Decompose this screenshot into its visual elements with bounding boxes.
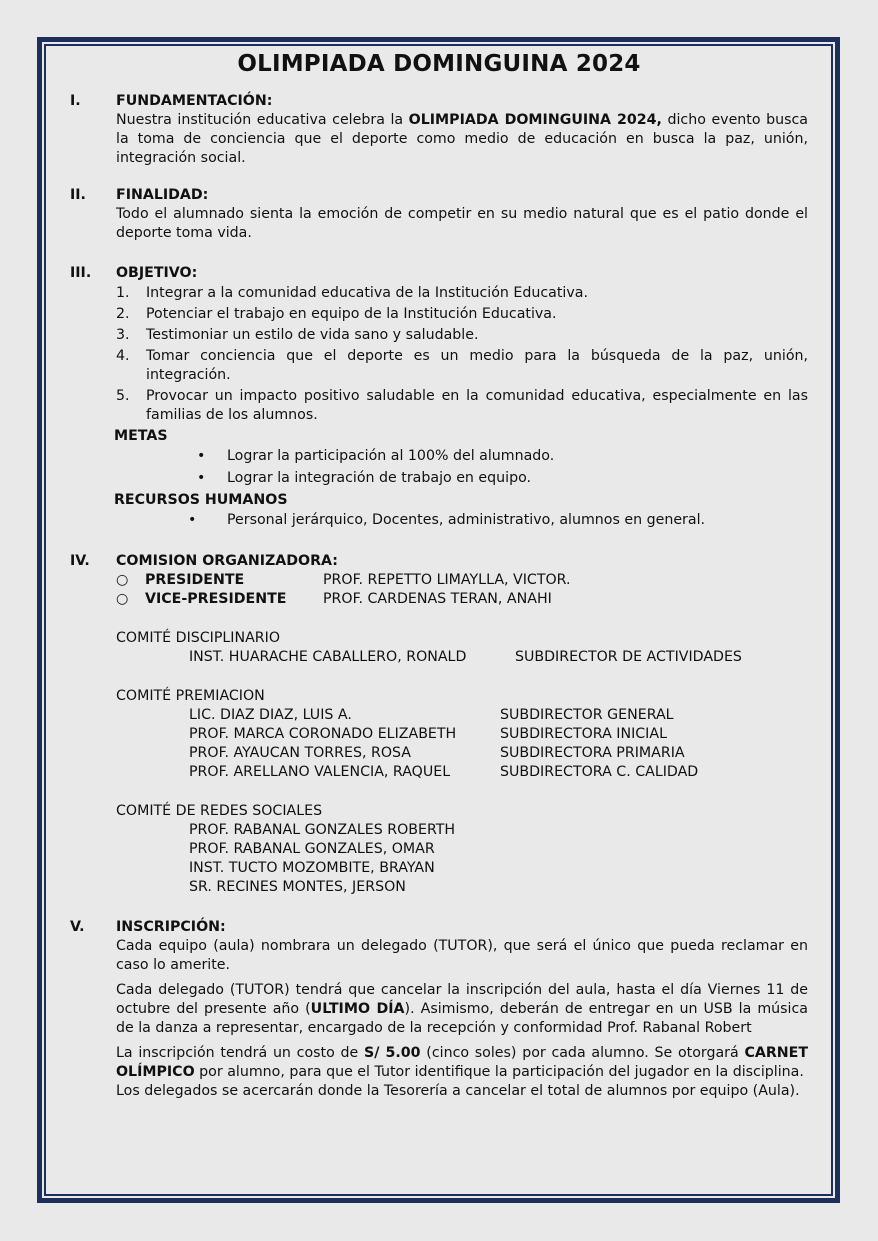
section-text: Nuestra institución educativa celebra la OLIMPIADA DOMINGUINA 2024, dicho evento busca la toma de conciencia que el deporte como medio de educación en busca la paz, unión, integración social. — [116, 112, 808, 166]
list-item: • Personal jerárquico, Docentes, administrativo, alumnos en general. — [188, 512, 706, 528]
member-row: INST. HUARACHE CABALLERO, RONALD SUBDIRECTOR DE ACTIVIDADES — [189, 649, 742, 665]
list-item: 1. Integrar a la comunidad educativa de la Institución Educativa. — [116, 285, 588, 301]
recursos-list — [116, 511, 808, 530]
metas-list — [116, 447, 808, 488]
list-item: 5. Provocar un impacto positivo saludable en la comunidad educativa, especialmente en las familias de los alumnos. — [116, 388, 808, 423]
section-title: INSCRIPCIÓN: — [116, 919, 226, 935]
section-title: COMISION ORGANIZADORA: — [116, 553, 338, 569]
member-row: PROF. MARCA CORONADO ELIZABETH SUBDIRECTORA INICIAL — [189, 726, 667, 742]
member-row: SR. RECINES MONTES, JERSON — [189, 879, 406, 895]
comite-disciplinario-title: COMITÉ DISCIPLINARIO — [116, 630, 281, 646]
member-row: LIC. DIAZ DIAZ, LUIS A. SUBDIRECTOR GENERAL — [189, 707, 674, 723]
section-number: I. — [70, 93, 81, 109]
paragraph: La inscripción tendrá un costo de S/ 5.00 (cinco soles) por cada alumno. Se otorgará CARNET OLÍMPICO por alumno, para que el Tutor identifique la participación del jugador en la disciplina. — [116, 1045, 808, 1080]
bullet-icon: • — [188, 512, 197, 528]
circle-bullet-icon: ○ — [116, 591, 129, 607]
paragraph: Cada equipo (aula) nombrara un delegado (TUTOR), que será el único que pueda reclamar en caso lo amerite. — [116, 938, 808, 973]
section-title: FINALIDAD: — [116, 187, 209, 203]
section-number: II. — [70, 187, 86, 203]
document-title: OLIMPIADA DOMINGUINA 2024 — [237, 51, 641, 77]
list-item: 4. Tomar conciencia que el deporte es un medio para la búsqueda de la paz, unión, integración. — [116, 348, 808, 383]
section-fundamentacion — [70, 92, 808, 168]
member-row: PROF. RABANAL GONZALES ROBERTH — [189, 822, 456, 838]
list-item: • Lograr la participación al 100% del alumnado. — [197, 448, 555, 464]
section-number: V. — [70, 919, 85, 935]
objective-list — [116, 284, 808, 425]
bullet-icon: • — [197, 470, 206, 486]
section-finalidad — [70, 186, 808, 243]
section-comision — [70, 552, 808, 897]
officer-row: ○ VICE-PRESIDENTE PROF. CARDENAS TERAN, ANAHI — [116, 591, 552, 607]
section-title: FUNDAMENTACIÓN: — [116, 93, 273, 109]
member-row: PROF. ARELLANO VALENCIA, RAQUEL SUBDIRECTORA C. CALIDAD — [189, 764, 699, 780]
comite-redes-title: COMITÉ DE REDES SOCIALES — [116, 803, 323, 819]
section-inscripcion — [70, 918, 808, 1101]
list-item: 3. Testimoniar un estilo de vida sano y saludable. — [116, 327, 479, 343]
section-number: III. — [70, 265, 92, 281]
officer-row: ○ PRESIDENTE PROF. REPETTO LIMAYLLA, VICTOR. — [116, 572, 571, 588]
bullet-icon: • — [197, 448, 206, 464]
section-text: Todo el alumnado sienta la emoción de competir en su medio natural que es el patio donde el deporte toma vida. — [116, 206, 808, 241]
list-item: • Lograr la integración de trabajo en equipo. — [197, 470, 532, 486]
section-number: IV. — [70, 553, 90, 569]
comite-premiacion-title: COMITÉ PREMIACION — [116, 688, 265, 704]
document-page — [70, 50, 808, 1101]
paragraph: Los delegados se acercarán donde la Tesorería a cancelar el total de alumnos por equipo (Aula). — [116, 1083, 800, 1099]
recursos-title: RECURSOS HUMANOS — [114, 492, 288, 508]
member-row: PROF. AYAUCAN TORRES, ROSA SUBDIRECTORA PRIMARIA — [189, 745, 685, 761]
circle-bullet-icon: ○ — [116, 572, 129, 588]
member-row: PROF. RABANAL GONZALES, OMAR — [189, 841, 435, 857]
paragraph: Cada delegado (TUTOR) tendrá que cancelar la inscripción del aula, hasta el día Viernes 11 de octubre del presente año (ULTIMO DÍA). Asimismo, deberán de entregar en un USB la música de la danza a representar, encargado de la recepción y conformidad Prof. Rabanal Robert — [116, 982, 808, 1036]
section-objetivo — [70, 264, 808, 530]
list-item: 2. Potenciar el trabajo en equipo de la Institución Educativa. — [116, 306, 557, 322]
metas-title: METAS — [114, 428, 168, 444]
member-row: INST. TUCTO MOZOMBITE, BRAYAN — [189, 860, 435, 876]
section-title: OBJETIVO: — [116, 265, 198, 281]
